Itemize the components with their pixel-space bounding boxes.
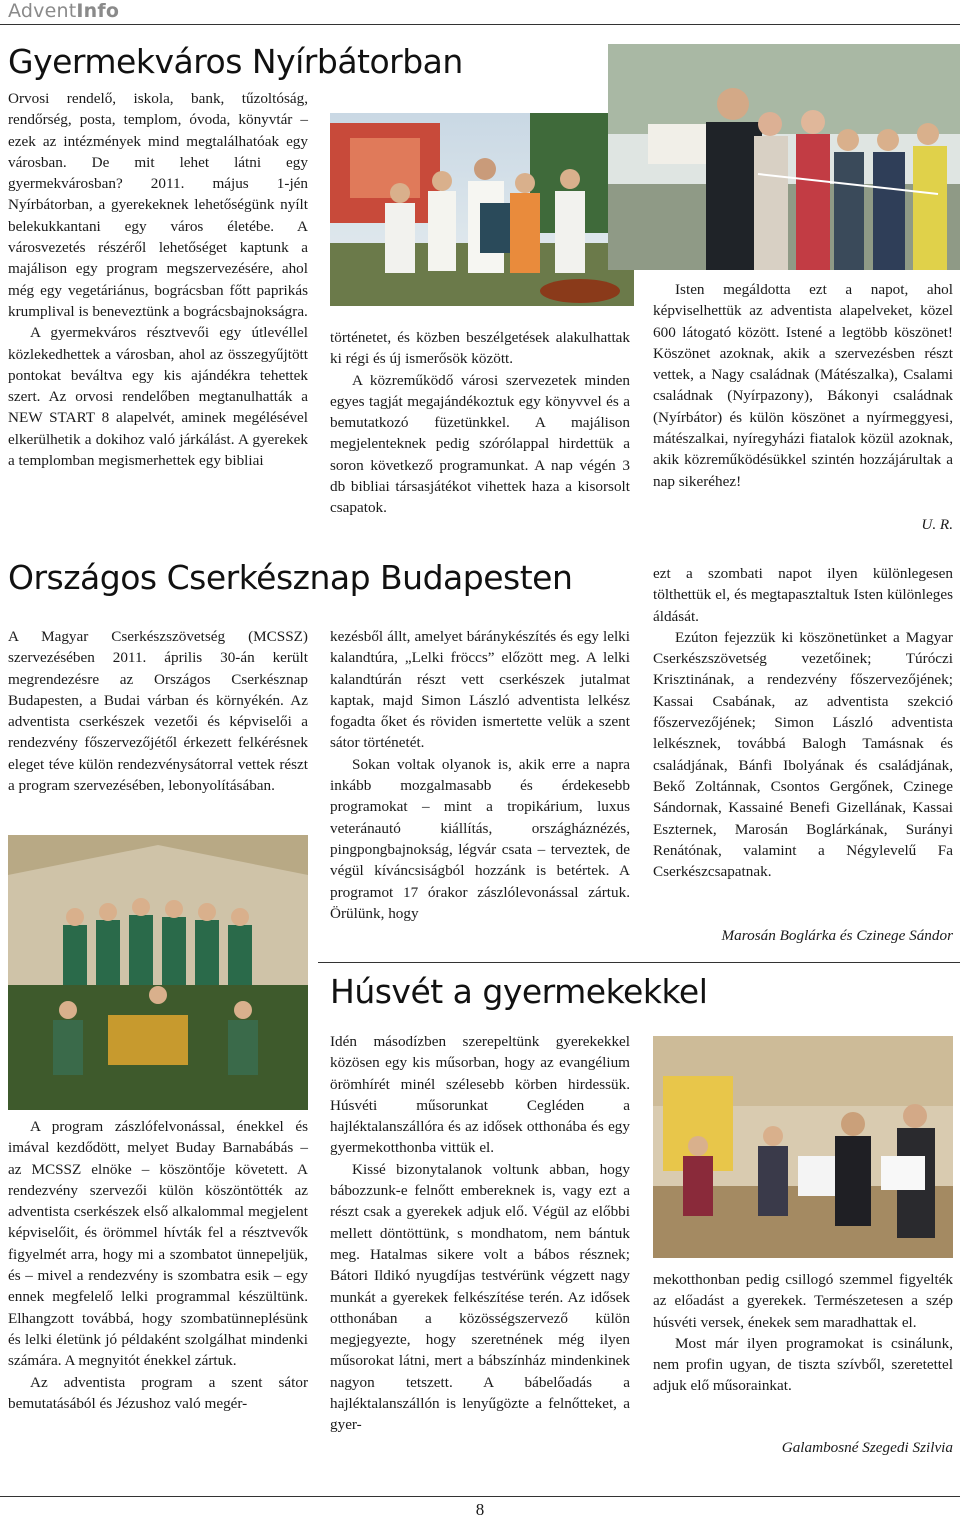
article1-col1-p2: A gyermekváros résztvevői egy útlevéllel közlekedhettek a városban, ahol az összegyűjtött pontokat beváltva egy kis ajándékra tehettek szert. Az orvosi rendelőben megtanulhatták a NEW START 8 alapelvét, aminek megélésével elkerülhetik a dokihoz való járkálást. A gyerekek a templomban megismerhettek egy bibliai <box>8 324 308 470</box>
brand-logo <box>8 0 119 22</box>
article1-col1 <box>8 88 308 471</box>
article1-col3-p1: Isten megáldotta ezt a napot, ahol képviselhettük az adventista alapelveket, közel 600 látogató között. Istené a legtöbb köszönet! Köszönet azoknak, akik a szervezésben részt vettek, a Nagy családnak (Mátészalka), Csalami családnak (Nyírpazony), Bákonyi családnak (Nyírbátor) és külön köszönet a nyírmeggyesi, mátészalkai, nyíregyházi fiatalok közül azoknak, akik közreműködésükkel szintén hozzájárultak a nap sikeréhez! <box>653 281 953 490</box>
article3-col3-p2: Most már ilyen programokat is csinálunk, nem profin ugyan, de tiszta szívből, szeretettel adjuk elő műsorainkat. <box>653 1334 953 1395</box>
article1-title: Gyermekváros Nyírbátorban <box>8 42 463 81</box>
article1-col1-p1: Orvosi rendelő, iskola, bank, tűzoltóság, rendőrség, posta, templom, óvoda, könyvtár – ezek az intézmények mind megtalálhatóak egy városban. De mit lehet látni egy gyermekvárosban? 2011. május 1-jén Nyírbátorban, a gyerekeknek lehetőségünk nyílt belekukkantani egy város életébe. A városvezetés részéről lehetőséget kaptunk a majálison egy program megszervezésére, ahol még egy vegetáriánus, bográcsban főtt paprikás krumplival is beneveztünk a bográcsbajnokságra. <box>8 90 308 320</box>
article1-col2 <box>330 327 630 519</box>
article2-col1b <box>8 1116 308 1414</box>
photo-chefs <box>330 113 634 306</box>
article3-rule <box>318 962 960 963</box>
article2-signature: Marosán Boglárka és Czinege Sándor <box>721 927 953 944</box>
article1-col2-p2: A közreműködő városi szervezetek minden egyes tagját megajándékoztuk egy könyvvel és a bemutatkozó füzetünkkel. A majálison megjelenteknek pedig szórólappal hirdettük a soron következő programunkat. A nap végén 3 db bibliai társasjátékot vihettek haza a kisorsolt csapatok. <box>330 371 630 517</box>
article3-signature: Galambosné Szegedi Szilvia <box>781 1439 953 1456</box>
article2-col3 <box>653 563 953 882</box>
brand-bold: Info <box>76 0 120 22</box>
footer-rule <box>0 1496 960 1497</box>
article3-col2-p2: Kissé bizonytalanok voltunk abban, hogy bábozzunk-e felnőtt embereknek is, vagy ezt a részt csak a gyerekek adjuk elő. Végül az előbbi mellett döntöttünk, s mondhatom, nem bántuk meg. Hatalmas sikere volt a bábos résznek; Bátori Ildikó nyugdíjas testvérünk végzett nagy munkát a gyerekek felkészítése terén. Az idősek otthonában a közösségszervező külön megjegyezte, hogy szeretnének még ilyen műsorokat látni, mert a bábszínház mindenkinek nagyon tetszett. A bábelőadás a hajléktalanszállón is lenyűgözte a felnőtteket, a gyer- <box>330 1160 630 1434</box>
article2-col1a-p1: A Magyar Cserkészszövetség (MCSSZ) szervezésében 2011. április 30-án került megrendezésre az Országos Cserkésznap Budapesten, a Budai várban és környékén. Az adventista cserkészek vezetői és képviselői a rendezvény főszervezőjétől érkezett felkérésnek eleget téve külön rendezvénysátorral vettek részt a program szervezésében, lebonyolításában. <box>8 628 308 795</box>
article2-title: Országos Cserkésznap Budapesten <box>8 558 573 597</box>
photo-children <box>608 44 960 270</box>
article2-col1b-p1: A program zászlófelvonással, énekkel és imával kezdődött, melyet Buday Barnabábás – az MCSSZ elnöke – köszöntője követett. A rendezvény szervezői külön köszöntötték az adventista cserkészek első alkalommal megjelent képviselőit, és örömmel hívták fel a résztvevők figyelmét arra, hogy mi a szombatot ünnepeljük, és – mivel a rendezvény is szombatra esik – egy ennek megfelelő lelki programmal készültünk. Elhangzott továbbá, hogy szombatünneplésünk és lelki életünk jó példaként szolgálhat mindenki számára. A megnyitót énekkel zártuk. <box>8 1118 308 1370</box>
brand-light: Advent <box>8 0 77 22</box>
article3-title: Húsvét a gyermekekkel <box>330 972 708 1011</box>
article3-col2 <box>330 1031 630 1436</box>
page-number: 8 <box>475 1500 485 1519</box>
article2-col3-p2: Ezúton fejezzük ki köszönetünket a Magyar Cserkészszövetség vezetőinek; Túróczi Krisztinának, a rendezvény főszervezőjének; Kassai Csabának, az adventista szekció főszervezőjének; Simon László adventista lelkésznek, továbbá Balogh Tamásnak és családjának, Bánfi Ibolyának és családjának, Bekő Zoltánnak, Csontos Gergőnek, Czinege Sándornak, Kassainé Benefi Gizellának, Kassai Eszternek, Marosán Boglárkának, Surányi Renátónak, valamint a Négylevelű Fa Cserkészcsapatnak. <box>653 628 953 881</box>
photo-scouts <box>8 835 308 1110</box>
article1-col2-p1: történetet, és közben beszélgetések alakulhattak ki régi és új ismerősök között. <box>330 329 630 368</box>
header-rule <box>0 24 960 25</box>
article2-col2 <box>330 626 630 924</box>
article3-col3-p1: mekotthonban pedig csillogó szemmel figyelték az előadást a gyerekek. Természetesen a szép húsvéti versek, énekek sem maradhattak el. <box>653 1271 953 1331</box>
article2-col1b-p2: Az adventista program a szent sátor bemutatásából és Jézushoz való megér- <box>8 1373 308 1412</box>
article2-col1a <box>8 626 308 796</box>
article1-signature: U. R. <box>921 516 953 533</box>
article2-col2-p1: kezésből állt, amelyet báránykészítés és egy lelki kalandtúra, „Lelki fröccs” előzött meg. A lelki kalandtúrán részt vett cserkészek jutalmat kaptak, majd Simon László adventista lelkész fogadta őket és röviden ismertette velük a szent sátor történetét. <box>330 628 630 752</box>
article1-col3 <box>653 279 953 492</box>
article2-col3-p1: ezt a szombati napot ilyen különlegesen tölthettük el, és megtapasztaltuk Isten különleges áldását. <box>653 565 953 625</box>
photo-easter <box>653 1036 953 1258</box>
article3-col2-p1: Idén másodízben szerepeltünk gyerekekkel közösen egy kis műsorban, hogy az evangélium örömhírét minél szélesebb körben hirdessük. Húsvéti műsorunkat Cegléden a hajléktalanszállóra és az idősek otthonába és egy gyermekotthonba vittük el. <box>330 1033 630 1157</box>
article3-col3 <box>653 1269 953 1397</box>
article2-col2-p2: Sokan voltak olyanok is, akik erre a napra inkább mozgalmasabb és érdekesebb programokat – mint a tropikárium, luxus veteránautó kiállítás, országháznézés, pingpongbajnokság, légvár csata – terveztek, de végül kíváncsiságból hozzánk is betértek. A programot 17 órakor zászlólevonással zártuk. Örülünk, hogy <box>330 755 630 922</box>
